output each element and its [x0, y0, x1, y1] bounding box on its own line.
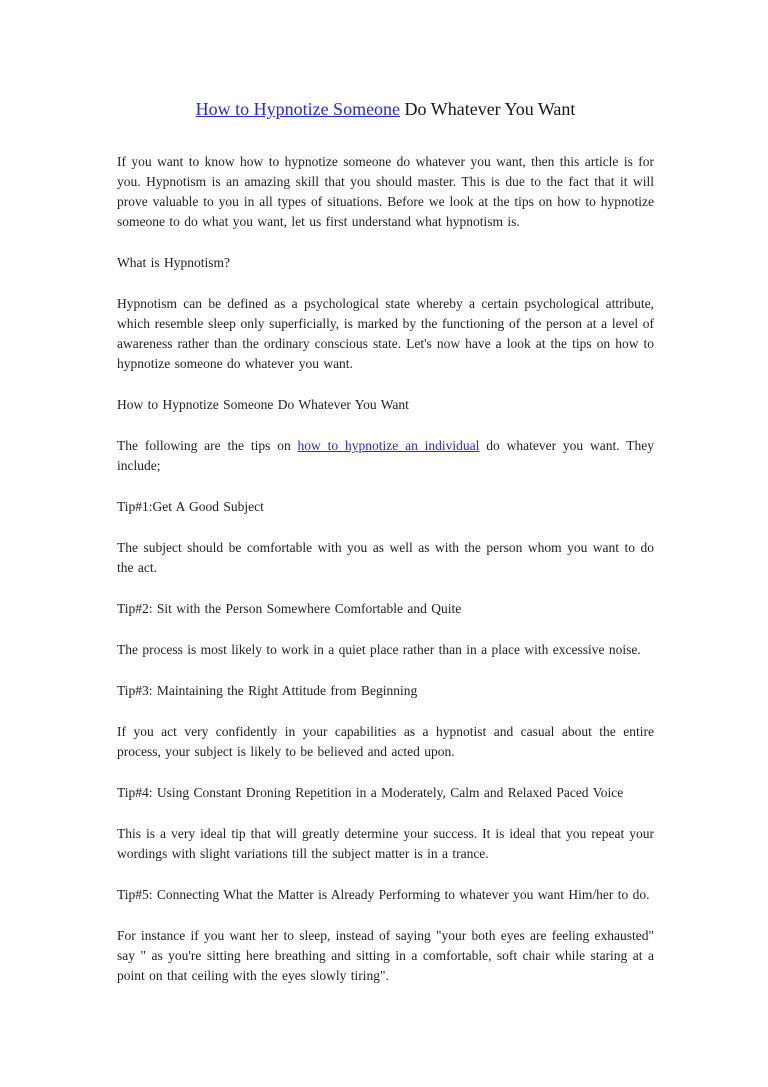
tips-intro-before-text: The following are the tips on: [117, 438, 298, 453]
heading-tip-1: Tip#1:Get A Good Subject: [117, 499, 264, 514]
tips-intro-after-text: do whatever you want. They include;: [117, 438, 654, 473]
paragraph-tip-2: The process is most likely to work in a quiet place rather than in a place with excessive noise.: [117, 642, 641, 657]
paragraph-tip-5-example: For instance if you want her to sleep, instead of saying "your both eyes are feeling exhausted" say " as you're sitting here breathing and sitting in a comfortable, soft chair while staring at a point on that ceiling with the eyes slowly tiring".: [117, 928, 654, 983]
hypnotize-individual-link[interactable]: how to hypnotize an individual: [297, 438, 480, 453]
heading-tip-3: Tip#3: Maintaining the Right Attitude from Beginning: [117, 683, 418, 698]
title-rest-text: Do Whatever You Want: [400, 99, 576, 119]
paragraph-tips-intro: [117, 436, 654, 476]
page-title: [117, 97, 654, 121]
paragraph-intro: If you want to know how to hypnotize someone do whatever you want, then this article is for you. Hypnotism is an amazing skill that you should master. This is due to the fact that it will prove valuable to you in all types of situations. Before we look at the tips on how to hypnotize someone to do what you want, let us first understand what hypnotism is.: [117, 154, 654, 229]
heading-tip-2: Tip#2: Sit with the Person Somewhere Comfortable and Quite: [117, 601, 462, 616]
paragraph-hypnotism-definition: Hypnotism can be defined as a psychological state whereby a certain psychological attribute, which resemble sleep only superficially, is marked by the functioning of the person at a level of awareness rather than the ordinary conscious state. Let's now have a look at the tips on how to hypnotize someone do whatever you want.: [117, 296, 654, 371]
heading-how-to-hypnotize: How to Hypnotize Someone Do Whatever You Want: [117, 397, 409, 412]
paragraph-tip-3: If you act very confidently in your capabilities as a hypnotist and casual about the entire process, your subject is likely to be believed and acted upon.: [117, 724, 654, 759]
title-link[interactable]: How to Hypnotize Someone: [195, 99, 401, 119]
paragraph-tip-4: This is a very ideal tip that will greatly determine your success. It is ideal that you repeat your wordings with slight variations till the subject matter is in a trance.: [117, 826, 654, 861]
paragraph-tip-1: The subject should be comfortable with you as well as with the person whom you want to do the act.: [117, 540, 654, 575]
heading-tip-5: Tip#5: Connecting What the Matter is Already Performing to whatever you want Him/her to do.: [117, 887, 650, 902]
heading-what-is-hypnotism: What is Hypnotism?: [117, 255, 230, 270]
heading-tip-4: Tip#4: Using Constant Droning Repetition in a Moderately, Calm and Relaxed Paced Voice: [117, 785, 624, 800]
